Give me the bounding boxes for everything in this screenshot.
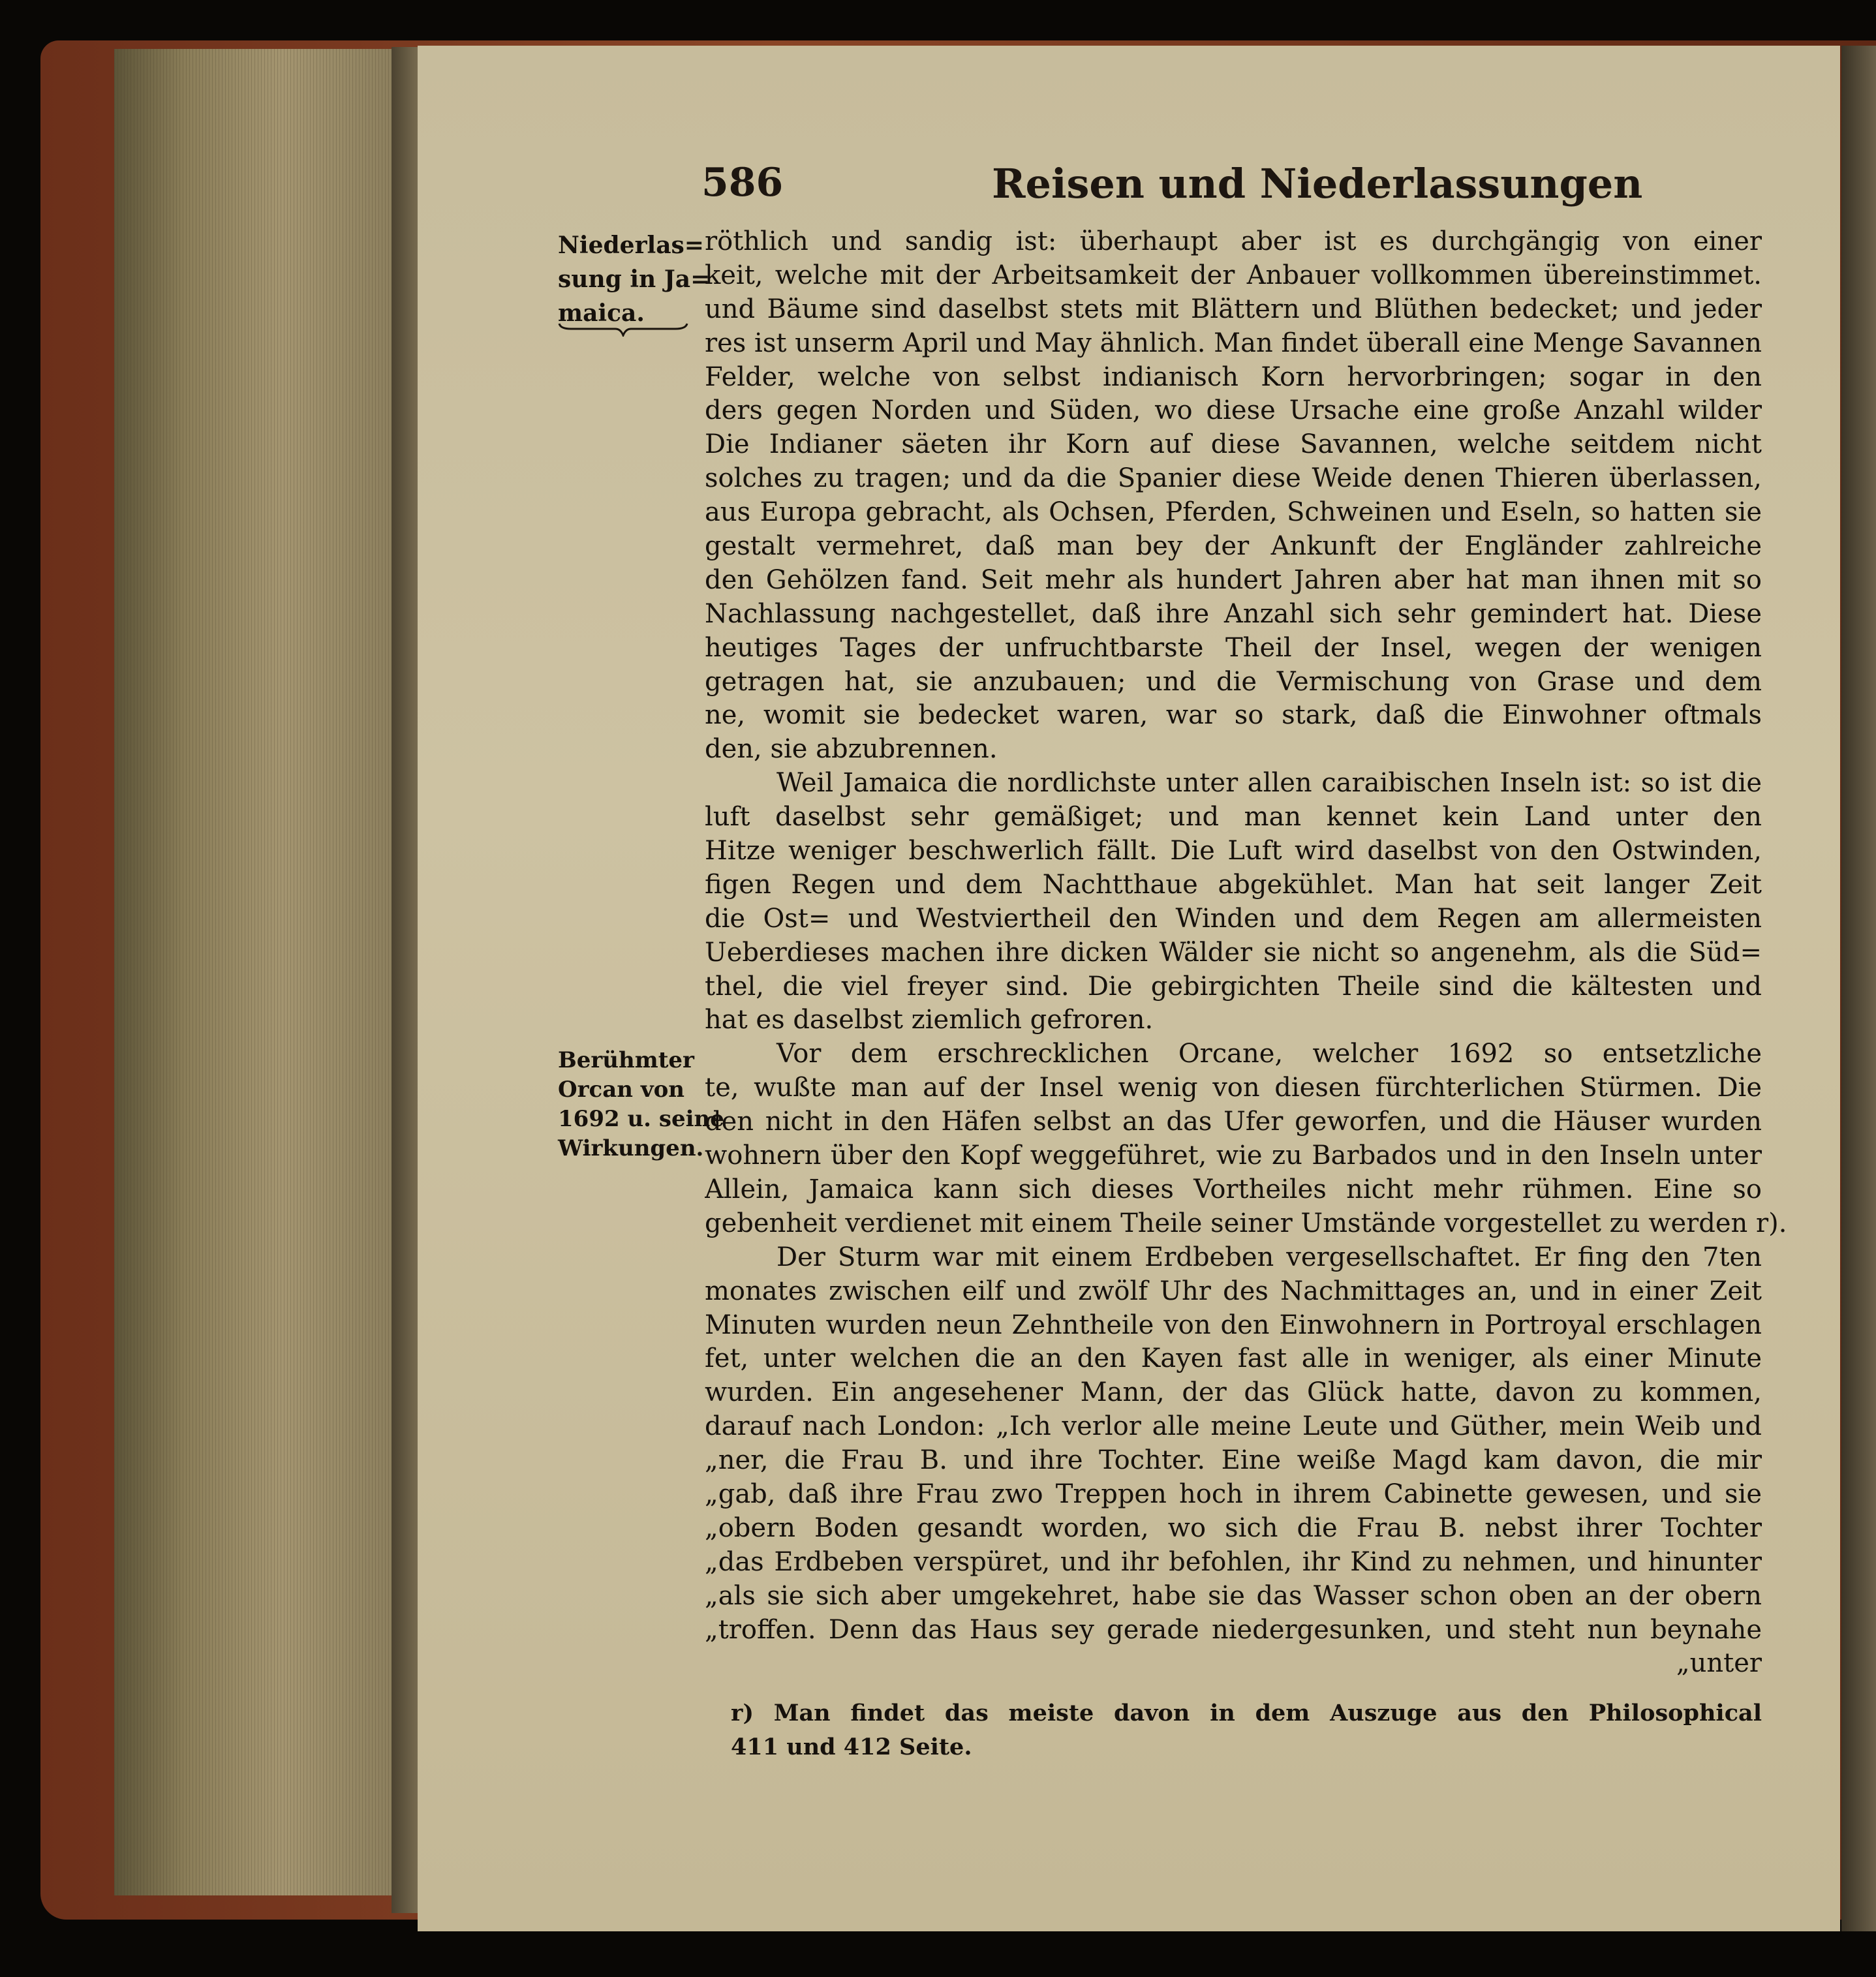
text-line: aus Europa gebracht, als Ochsen, Pferden, Schweinen und Eseln, so hatten sie <box>705 497 1762 528</box>
text-line: Der Sturm war mit einem Erdbeben vergesellschaftet. Er fing den 7ten <box>777 1242 1762 1272</box>
text-line: thel, die viel freyer sind. Die gebirgichten Theile sind die kältesten und <box>705 971 1762 1002</box>
text-line: Vor dem erschrecklichen Orcane, welcher 1692 so entsetzliche <box>777 1039 1762 1069</box>
marginal-note-line: 1692 u. seine <box>558 1106 724 1132</box>
text-line: „als sie sich aber umgekehret, habe sie das Wasser schon oben an der obern <box>705 1580 1762 1611</box>
brace-ornament <box>558 321 688 337</box>
text-line: luft daselbst sehr gemäßiget; und man kennet kein Land unter den <box>705 802 1762 833</box>
text-line: „troffen. Denn das Haus sey gerade niedergesunken, und steht nun beynahe <box>705 1614 1762 1645</box>
text-line: wohnern über den Kopf weggeführet, wie zu Barbados und in den Inseln unter <box>705 1141 1762 1171</box>
text-line: den nicht in den Häfen selbst an das Ufer geworfen, und die Häuser wurden <box>705 1107 1762 1137</box>
text-line: figen Regen und dem Nachtthaue abgekühlet. Man hat seit langer Zeit <box>705 869 1762 900</box>
text-line: Nachlassung nachgestellet, daß ihre Anzahl sich sehr gemindert hat. Diese <box>705 598 1762 629</box>
text-line: Minuten wurden neun Zehntheile von den Einwohnern in Portroyal erschlagen <box>705 1310 1762 1340</box>
text-line: gestalt vermehret, daß man bey der Ankunft der Engländer zahlreiche <box>705 531 1762 562</box>
text-line: hat es daselbst ziemlich gefroren. <box>705 1005 1154 1035</box>
page-number: 586 <box>701 160 784 206</box>
body-text <box>705 225 1787 1681</box>
text-line: solches zu tragen; und da die Spanier diese Weide denen Thieren überlassen, <box>705 463 1762 494</box>
text-line: „obern Boden gesandt worden, wo sich die Frau B. nebst ihrer Tochter <box>705 1512 1762 1543</box>
text-line: die Ost= und Westviertheil den Winden und dem Regen am allermeisten <box>705 903 1762 934</box>
text-line: Ueberdieses machen ihre dicken Wälder sie nicht so angenehm, als die Süd= <box>705 937 1762 968</box>
text-line: den, sie abzubrennen. <box>705 734 998 765</box>
text-line: Allein, Jamaica kann sich dieses Vortheiles nicht mehr rühmen. Eine so <box>705 1174 1762 1204</box>
text-line: Die Indianer säeten ihr Korn auf diese Savannen, welche seitdem nicht <box>705 429 1762 460</box>
page-edges <box>114 49 395 1895</box>
marginal-note-line: maica. <box>558 299 645 327</box>
marginal-note-line: Orcan von <box>558 1077 684 1103</box>
text-line: gebenheit verdienet mit einem Theile seiner Umstände vorgestellet zu werden r). <box>705 1208 1787 1238</box>
text-line: und Bäume sind daselbst stets mit Blättern und Blüthen bedecket; und jeder <box>705 294 1762 324</box>
text-line: wurden. Ein angesehener Mann, der das Glück hatte, davon zu kommen, <box>705 1377 1762 1408</box>
text-line: res ist unserm April und May ähnlich. Man findet überall eine Menge Savannen <box>705 328 1762 358</box>
text-line: „das Erdbeben verspüret, und ihr befohlen, ihr Kind zu nehmen, und hinunter <box>705 1546 1762 1577</box>
text-line: Weil Jamaica die nordlichste unter allen caraibischen Inseln ist: so ist die <box>777 768 1762 799</box>
text-line: Felder, welche von selbst indianisch Korn hervorbringen; sogar in den <box>705 361 1762 392</box>
marginal-note-line: sung in Ja= <box>558 266 711 293</box>
text-line: heutiges Tages der unfruchtbarste Theil der Insel, wegen der wenigen <box>705 632 1762 663</box>
text-line: getragen hat, sie anzubauen; und die Vermischung von Grase und dem <box>705 666 1762 697</box>
marginal-note-1 <box>558 228 711 330</box>
marginal-note-line: Wirkungen. <box>558 1135 704 1161</box>
text-line: „gab, daß ihre Frau zwo Treppen hoch in ihrem Cabinette gewesen, und sie <box>705 1479 1762 1509</box>
running-title: Reisen und Niederlassungen <box>992 160 1643 207</box>
text-line: fet, unter welchen die an den Kayen fast alle in weniger, als einer Minute <box>705 1343 1762 1374</box>
text-line: ders gegen Norden und Süden, wo diese Ursache eine große Anzahl wilder <box>705 395 1762 426</box>
text-line: „ner, die Frau B. und ihre Tochter. Eine weiße Magd kam davon, die mir <box>705 1445 1762 1476</box>
text-line: ne, womit sie bedecket waren, war so stark, daß die Einwohner oftmals <box>705 700 1762 731</box>
facing-page-edge <box>1841 46 1876 1931</box>
text-line: monates zwischen eilf und zwölf Uhr des Nachmittages an, und in einer Zeit <box>705 1276 1762 1306</box>
marginal-note-2 <box>558 1046 724 1163</box>
text-line: den Gehölzen fand. Seit mehr als hundert Jahren aber hat man ihnen mit so <box>705 564 1762 595</box>
text-line: röthlich und sandig ist: überhaupt aber ist es durchgängig von einer <box>705 226 1762 256</box>
text-line: darauf nach London: „Ich verlor alle meine Leute und Güther, mein Weib und <box>705 1411 1762 1442</box>
marginal-note-line: Niederlas= <box>558 232 704 259</box>
footnote-line: 411 und 412 Seite. <box>731 1734 972 1760</box>
text-line: te, wußte man auf der Insel wenig von diesen fürchterlichen Stürmen. Die <box>705 1073 1762 1103</box>
text-line: keit, welche mit der Arbeitsamkeit der Anbauer vollkommen übereinstimmet. <box>705 260 1762 290</box>
footnote-line: r) Man findet das meiste davon in dem Auszuge aus den Philosophical <box>731 1700 1762 1726</box>
text-line: „unter <box>1676 1648 1762 1679</box>
text-line: Hitze weniger beschwerlich fällt. Die Luft wird daselbst von den Ostwinden, <box>705 836 1762 866</box>
footnote <box>731 1696 1762 1764</box>
marginal-note-line: Berühmter <box>558 1047 694 1073</box>
